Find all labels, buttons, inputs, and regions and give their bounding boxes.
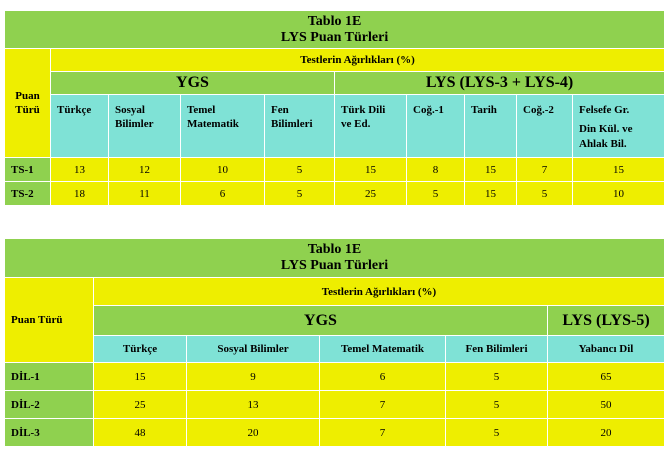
cell: 6 xyxy=(320,363,446,391)
cell: 5 xyxy=(265,182,335,206)
cell: 20 xyxy=(548,419,665,447)
table-title xyxy=(5,239,665,278)
puan-turu-line-1: Puan xyxy=(15,90,40,102)
cell: 48 xyxy=(94,419,187,447)
cell: 15 xyxy=(335,158,407,182)
column-header: Fen Bilimleri xyxy=(446,336,548,363)
cell: 5 xyxy=(446,419,548,447)
lys-puan-turleri-table-1 xyxy=(4,10,665,206)
row-label: DİL-2 xyxy=(5,391,94,419)
column-header: Felsefe Gr. Din Kül. ve Ahlak Bil. xyxy=(573,95,665,158)
cell: 9 xyxy=(187,363,320,391)
row-label: TS-2 xyxy=(5,182,51,206)
column-header: Temel Matematik xyxy=(320,336,446,363)
title-line-2: LYS Puan Türleri xyxy=(280,29,389,45)
ygs-header: YGS xyxy=(94,306,548,336)
cell: 10 xyxy=(181,158,265,182)
column-header: Coğ.-2 xyxy=(517,95,573,158)
column-header: Temel Matematik xyxy=(181,95,265,158)
row-label: DİL-3 xyxy=(5,419,94,447)
table-row xyxy=(5,363,665,391)
cell: 10 xyxy=(573,182,665,206)
ygs-header: YGS xyxy=(51,72,335,95)
puan-turu-line-2: Türü xyxy=(15,104,40,116)
table-row xyxy=(5,391,665,419)
title-line-2: LYS Puan Türleri xyxy=(280,258,389,273)
cell: 25 xyxy=(335,182,407,206)
cell: 20 xyxy=(187,419,320,447)
cell: 5 xyxy=(517,182,573,206)
table-title xyxy=(5,11,665,49)
cell: 7 xyxy=(517,158,573,182)
puan-turu-header xyxy=(5,49,51,158)
cell: 8 xyxy=(407,158,465,182)
column-header: Türk Dili ve Ed. xyxy=(335,95,407,158)
puan-turu-header: Puan Türü xyxy=(5,278,94,363)
row-label: DİL-1 xyxy=(5,363,94,391)
column-header: Türkçe xyxy=(94,336,187,363)
cell: 13 xyxy=(51,158,109,182)
cell: 11 xyxy=(109,182,181,206)
cell: 6 xyxy=(181,182,265,206)
cell: 15 xyxy=(573,158,665,182)
cell: 13 xyxy=(187,391,320,419)
column-header: Sosyal Bilimler xyxy=(187,336,320,363)
cell: 5 xyxy=(407,182,465,206)
column-header: Sosyal Bilimler xyxy=(109,95,181,158)
cell: 15 xyxy=(94,363,187,391)
cell: 5 xyxy=(265,158,335,182)
column-header: Yabancı Dil xyxy=(548,336,665,363)
weights-header: Testlerin Ağırlıkları (%) xyxy=(51,49,665,72)
column-header: Coğ.-1 xyxy=(407,95,465,158)
column-header: Tarih xyxy=(465,95,517,158)
lys-header: LYS (LYS-5) xyxy=(548,306,665,336)
title-line-1: Tablo 1E xyxy=(307,13,362,29)
table-row xyxy=(5,419,665,447)
table-row xyxy=(5,182,665,206)
cell: 12 xyxy=(109,158,181,182)
lys-puan-turleri-table-2 xyxy=(4,238,665,447)
cell: 7 xyxy=(320,391,446,419)
cell: 65 xyxy=(548,363,665,391)
weights-header: Testlerin Ağırlıkları (%) xyxy=(94,278,665,306)
cell: 7 xyxy=(320,419,446,447)
cell: 15 xyxy=(465,158,517,182)
table-row xyxy=(5,158,665,182)
lys-header: LYS (LYS-3 + LYS-4) xyxy=(335,72,665,95)
cell: 15 xyxy=(465,182,517,206)
cell: 5 xyxy=(446,391,548,419)
title-line-1: Tablo 1E xyxy=(307,242,362,257)
cell: 18 xyxy=(51,182,109,206)
column-header: Türkçe xyxy=(51,95,109,158)
column-header: Fen Bilimleri xyxy=(265,95,335,158)
cell: 25 xyxy=(94,391,187,419)
cell: 5 xyxy=(446,363,548,391)
cell: 50 xyxy=(548,391,665,419)
row-label: TS-1 xyxy=(5,158,51,182)
